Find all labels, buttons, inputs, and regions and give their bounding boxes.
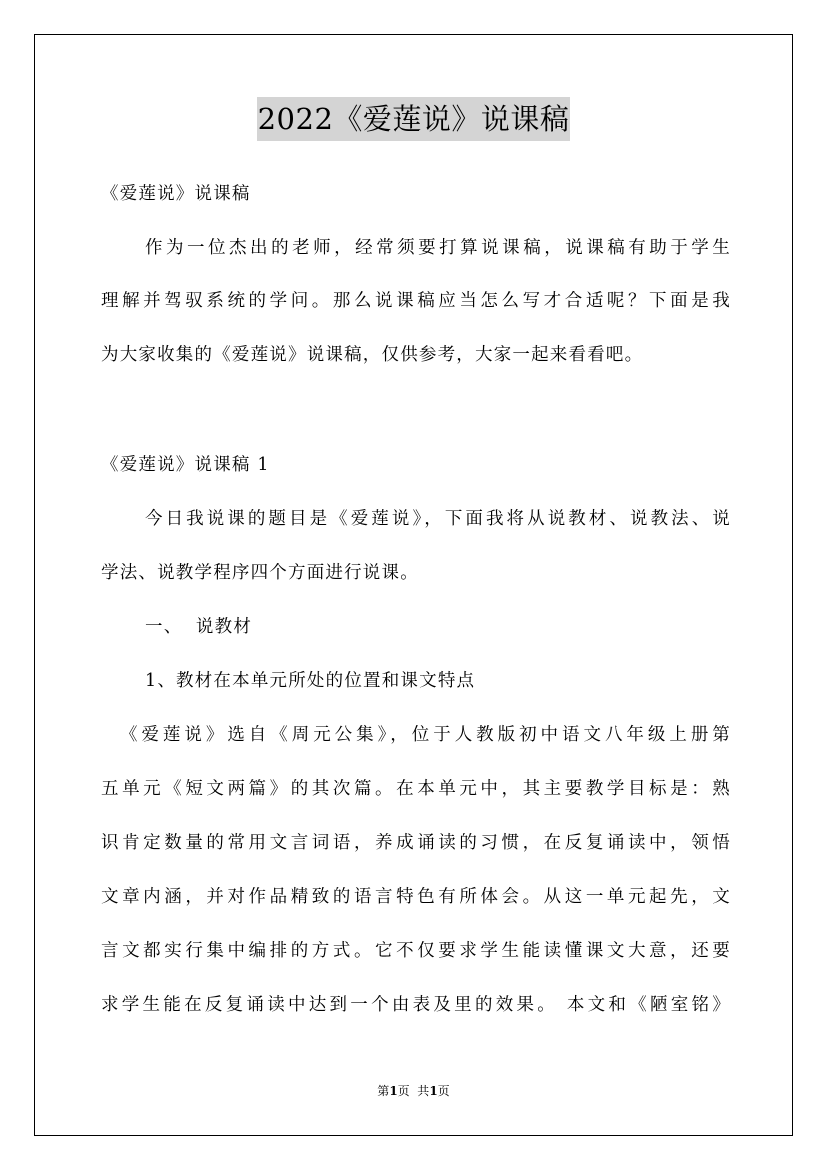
- intro-line: 理解并驾驭系统的学问。那么说课稿应当怎么写才合适呢？下面是我: [101, 291, 731, 311]
- point-one-heading: 1、教材在本单元所处的位置和课文特点: [145, 671, 476, 691]
- document-title: 2022《爱莲说》说课稿: [257, 97, 571, 141]
- intro-line: 作为一位杰出的老师，经常须要打算说课稿，说课稿有助于学生: [145, 238, 731, 258]
- body-line: 《爱莲说》选自《周元公集》，位于人教版初中语文八年级上册第: [120, 725, 731, 745]
- footer-page-number: 1: [389, 1084, 398, 1098]
- intro-line: 为大家收集的《爱莲说》说课稿，仅供参考，大家一起来看看吧。: [101, 345, 644, 365]
- footer-suffix: 页: [437, 1084, 450, 1098]
- footer-page-total: 1: [429, 1084, 438, 1098]
- body-line: 文章内涵，并对作品精致的语言特色有所体会。从这一单元起先，文: [101, 887, 731, 907]
- document-title-wrap: [0, 97, 827, 141]
- subtitle: 《爱莲说》说课稿: [101, 184, 251, 204]
- footer-mid: 页 共: [397, 1084, 430, 1098]
- body-line: 求学生能在反复诵读中达到一个由表及里的效果。 本文和《陋室铭》: [101, 995, 731, 1015]
- page-footer: [0, 1083, 827, 1099]
- footer-prefix: 第: [377, 1084, 390, 1098]
- opening-line: 学法、说教学程序四个方面进行说课。: [101, 563, 419, 583]
- body-line: 五单元《短文两篇》的其次篇。在本单元中，其主要教学目标是：熟: [101, 779, 731, 799]
- body-line: 识肯定数量的常用文言词语，养成诵读的习惯，在反复诵读中，领悟: [101, 833, 731, 853]
- body-line: 言文都实行集中编排的方式。它不仅要求学生能读懂课文大意，还要: [101, 941, 731, 961]
- section-heading: 《爱莲说》说课稿 1: [101, 455, 270, 475]
- opening-line: 今日我说课的题目是《爱莲说》，下面我将从说教材、说教法、说: [145, 509, 731, 529]
- part-one-heading: 一、 说教材: [145, 617, 253, 637]
